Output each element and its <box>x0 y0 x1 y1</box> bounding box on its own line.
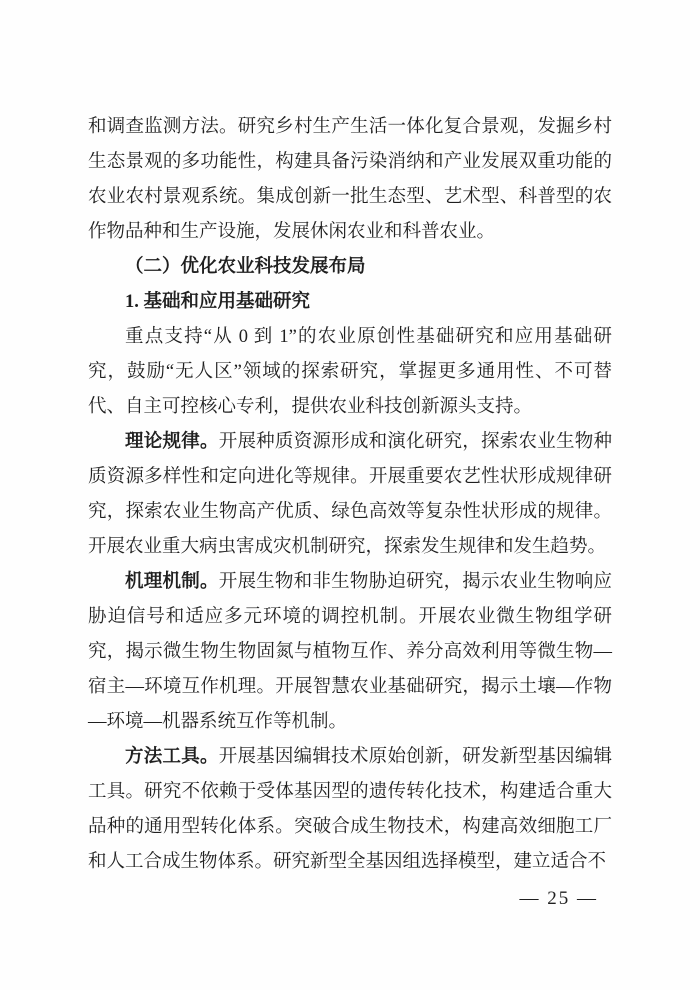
paragraph-lead-mechanism: 机理机制。 <box>125 572 219 592</box>
paragraph-text: 和调查监测方法。研究乡村生产生活一体化复合景观，发掘乡村生态景观的多功能性，构建具备污染消纳和产业发展双重功能的农业农村景观系统。集成创新一批生态型、艺术型、科普型的农作物品种和生产设施，发展休闲农业和科普农业。 <box>88 117 612 242</box>
subsection-heading-text: 1. 基础和应用基础研究 <box>125 292 311 312</box>
paragraph-methods <box>88 740 612 880</box>
section-heading-text: （二）优化农业科技发展布局 <box>125 257 366 277</box>
paragraph-theory <box>88 425 612 565</box>
paragraph-text: 开展种质资源形成和演化研究，探索农业生物种质资源多样性和定向进化等规律。开展重要农艺性状形成规律研究，探索农业生物高产优质、绿色高效等复杂性状形成的规律。开展农业重大病虫害成灾机制研究，探索发生规律和发生趋势。 <box>88 432 612 557</box>
paragraph-mechanism <box>88 565 612 740</box>
paragraph-text: 开展基因编辑技术原始创新，研发新型基因编辑工具。研究不依赖于受体基因型的遗传转化技术，构建适合重大品种的通用型转化体系。突破合成生物技术，构建高效细胞工厂和人工合成生物体系。研究新型全基因组选择模型，建立适合不 <box>88 747 612 872</box>
paragraph-text: 开展生物和非生物胁迫研究，揭示农业生物响应胁迫信号和适应多元环境的调控机制。开展农业微生物组学研究，揭示微生物生物固氮与植物互作、养分高效利用等微生物—宿主—环境互作机理。开展智慧农业基础研究，揭示土壤—作物—环境—机器系统互作等机制。 <box>88 572 612 732</box>
paragraph-lead-theory: 理论规律。 <box>125 432 219 452</box>
subsection-heading <box>88 285 612 320</box>
paragraph-lead-methods: 方法工具。 <box>125 747 219 767</box>
paragraph-text: 重点支持“从 0 到 1”的农业原创性基础研究和应用基础研究，鼓励“无人区”领域的探索研究，掌握更多通用性、不可替代、自主可控核心专利，提供农业科技创新源头支持。 <box>88 327 612 417</box>
paragraph-continuation <box>88 110 612 250</box>
text-block <box>88 110 612 880</box>
section-heading <box>88 250 612 285</box>
page-number: — 25 — <box>519 888 598 909</box>
paragraph-overview <box>88 320 612 425</box>
